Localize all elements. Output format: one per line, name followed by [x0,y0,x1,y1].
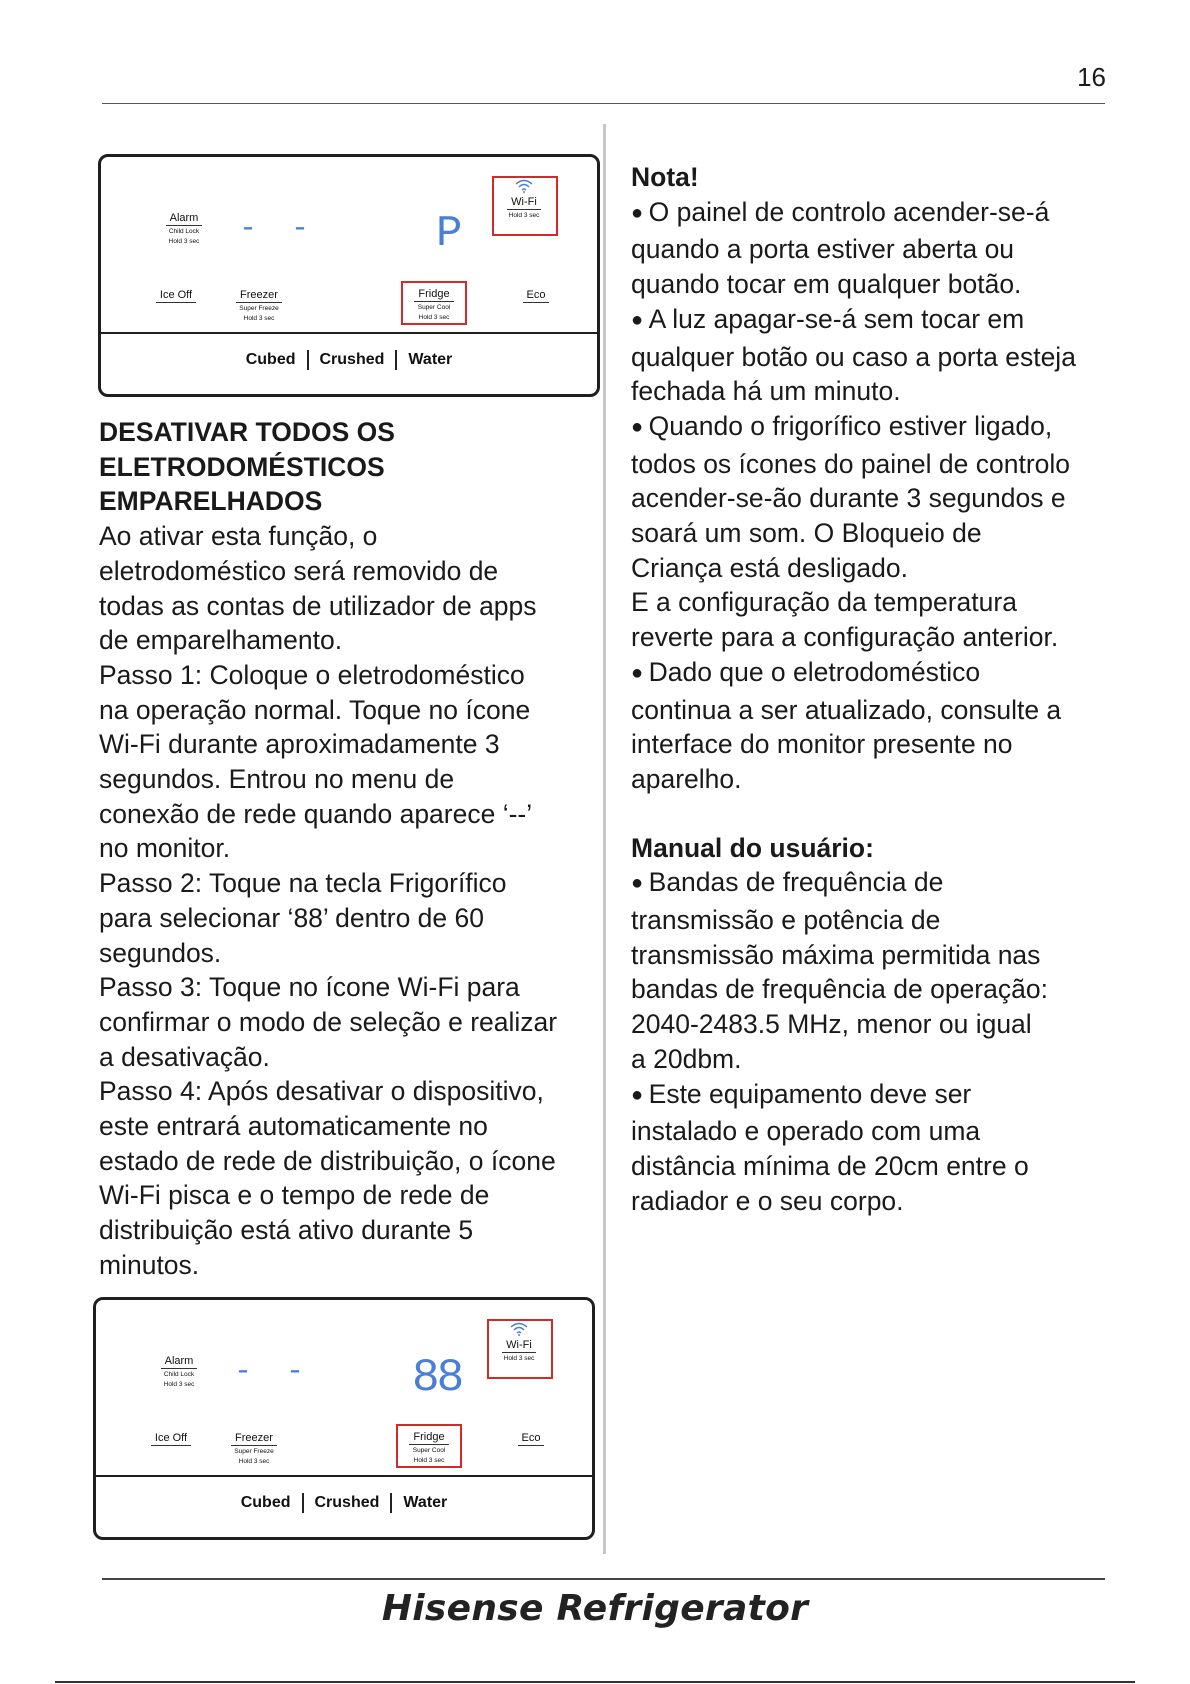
text-line: reverte para a configuração anterior. [631,622,1059,653]
text-line: ● A luz apagar-se-á sem tocar em [631,302,1121,340]
control-panel-1 [98,154,600,397]
control-panel-2 [93,1297,595,1540]
alarm-button[interactable]: Alarm Child Lock Hold 3 sec [144,1355,214,1388]
crushed-button[interactable]: Crushed [319,351,385,369]
wifi-icon [510,1322,528,1336]
fridge-button[interactable]: Fridge Super Cool Hold 3 sec [396,1431,462,1464]
text-line: radiador e o seu corpo. [631,1185,904,1216]
crushed-button[interactable]: Crushed [314,1494,380,1512]
cubed-button[interactable]: Cubed [245,351,296,369]
text-line: qualquer botão ou caso a porta esteja [631,341,1076,372]
freezer-button[interactable]: Freezer Super Freeze Hold 3 sec [219,289,299,322]
text-line: a 20dbm. [631,1043,742,1074]
display-left: - - [234,1355,313,1389]
text-line: interface do monitor presente no [631,729,1013,760]
dispenser-options [96,1493,592,1513]
dispenser-bar [96,1475,592,1537]
text-line: ● Bandas de frequência de [631,865,1121,903]
header-rule [102,103,1105,104]
text-line: continua a ser atualizado, consulte a [631,694,1062,725]
freezer-button[interactable]: Freezer Super Freeze Hold 3 sec [214,1432,294,1465]
text-line: bandas de frequência de operação: [631,974,1048,1005]
text-line: soará um som. O Bloqueio de [631,518,982,549]
text-line: Criança está desligado. [631,552,908,583]
text-line: 2040-2483.5 MHz, menor ou igual [631,1009,1032,1040]
wifi-button[interactable]: Wi-Fi Hold 3 sec [494,179,554,220]
text-line: E a configuração da temperatura [631,587,1017,618]
nota-heading: Nota! [631,162,699,192]
text-line: ● O painel de controlo acender-se-á [631,195,1121,233]
ice-off-button[interactable]: Ice Off [136,1432,206,1446]
text-line: acender-se-ão durante 3 segundos e [631,483,1066,514]
text-line: ● Este equipamento deve ser [631,1077,1121,1115]
wifi-button[interactable]: Wi-Fi Hold 3 sec [489,1322,549,1363]
dispenser-bar [101,332,597,394]
alarm-button[interactable]: Alarm Child Lock Hold 3 sec [149,212,219,245]
nota-list [631,195,1121,797]
column-divider [603,124,606,1554]
ice-off-button[interactable]: Ice Off [141,289,211,303]
display-left: - - [239,212,318,246]
cubed-button[interactable]: Cubed [240,1494,291,1512]
text-line: instalado e operado com uma [631,1116,981,1147]
text-line: transmissão máxima permitida nas [631,939,1041,970]
text-line: ● Quando o frigorífico estiver ligado, [631,409,1121,447]
text-line: distância mínima de 20cm entre o [631,1150,1029,1181]
left-column [99,415,599,1283]
section-body: Ao ativar esta função, o eletrodoméstico será removido de todas as contas de utilizador de apps de emparelhamento. Passo 1: Coloque o eletrodoméstico na operação normal. Toque no ícone Wi-Fi durante aproximadamente 3 segundos. Entrou no menu de conexão de rede quando aparece ‘--’ no monitor. Passo 2: Toque na tecla Frigorífico para selecionar ‘88’ dentro de 60 segundos. Passo 3: Toque no ícone Wi-Fi para confirmar o modo de seleção e realizar a desativação. Passo 4: Após desativar o dispositivo, este entrará automaticamente no estado de rede de distribuição, o ícone Wi-Fi pisca e o tempo de rede de distribuição está ativo durante 5 minutos. [99,521,558,1280]
wifi-icon [515,179,533,193]
eco-button[interactable]: Eco [501,1432,561,1446]
text-line: quando tocar em qualquer botão. [631,269,1022,300]
manual-heading: Manual do usuário: [631,832,874,863]
fridge-button[interactable]: Fridge Super Cool Hold 3 sec [401,288,467,321]
text-line: quando a porta estiver aberta ou [631,234,1015,265]
footer-rule [102,1578,1105,1580]
text-line: ● Dado que o eletrodoméstico [631,655,1121,693]
manual-list [631,865,1121,1218]
display-right: P [436,209,460,259]
text-line: todos os ícones do painel de controlo [631,448,1071,479]
text-line: aparelho. [631,763,742,794]
section-heading: DESATIVAR TODOS OS ELETRODOMÉSTICOS EMPARELHADOS [99,417,395,517]
spacer [631,797,1121,831]
right-column [631,160,1121,1218]
dispenser-options [101,350,597,370]
page-number: 16 [1077,62,1106,92]
footer-brand: Hisense Refrigerator [381,1588,809,1629]
eco-button[interactable]: Eco [506,289,566,303]
text-line: transmissão e potência de [631,905,941,936]
water-button[interactable]: Water [403,1494,448,1512]
water-button[interactable]: Water [408,351,453,369]
page-bottom-line [55,1681,1135,1683]
display-right: 88 [412,1352,462,1404]
text-line: fechada há um minuto. [631,376,901,407]
